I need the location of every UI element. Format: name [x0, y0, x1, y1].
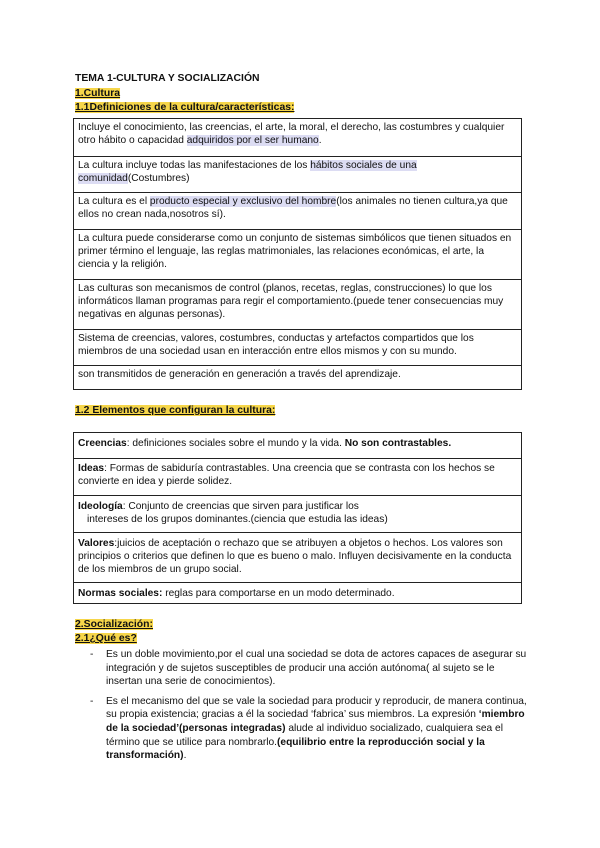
bullet-dash: -: [90, 695, 94, 707]
row-text: La cultura incluye todas las manifestaciones de los: [78, 160, 311, 171]
element-text: :juicios de aceptación o rechazo que se atribuyen a objetos o hechos. Los valores son principios o criterios que definen lo que es bueno o malo. Influyen decisivamente en la conducta de los miembros de un grupo social.: [78, 538, 512, 575]
element-term: Creencias: [78, 438, 127, 449]
element-row: [74, 582, 521, 604]
definition-row: Sistema de creencias, valores, costumbres, conductas y artefactos compartidos que los miembros de una sociedad usan en interacción entre ellos mismos y con su mundo.: [74, 329, 521, 365]
element-term: Normas sociales:: [78, 588, 163, 599]
list-item: [90, 695, 532, 763]
definition-row: [74, 119, 521, 156]
definition-row: La cultura puede considerarse como un conjunto de sistemas simbólicos que tienen situados en primer término el lenguaje, las reglas matrimoniales, las relaciones económicas, el arte, la ciencia y la religión.: [74, 229, 521, 279]
row-text-end: (Costumbres): [127, 173, 190, 184]
list-item-text: Es un doble movimiento,por el cual una sociedad se dota de actores capaces de asegurar su integración y de sujetos susceptibles de producir una acción autónoma( al sujeto se le insertan una serie de conocimientos).: [106, 649, 527, 688]
heading-socializacion-text: 2.Socialización:: [75, 619, 153, 630]
element-text-continued: intereses de los grupos dominantes.(ciencia que estudia las ideas): [87, 514, 388, 525]
list-item-bold: ‘miembro de la sociedad’(personas integradas): [106, 709, 525, 734]
definition-row: [74, 156, 521, 192]
list-item-text: Es el mecanismo del que se vale la sociedad para producir y reproducir, de manera continua, su propia existencia; gracias a él la sociedad ‘fabrica’ sus miembros. La expresión: [106, 695, 527, 721]
element-row: [74, 532, 521, 582]
row-highlight: producto especial y exclusivo del hombre: [149, 196, 337, 207]
element-term: Valores: [78, 538, 115, 549]
element-text: reglas para comportarse en un modo determinado.: [162, 588, 395, 599]
row-text: La cultura es el: [78, 196, 150, 207]
definition-row: Las culturas son mecanismos de control (planos, recetas, reglas, construcciones) lo que los informáticos llaman programas para regir el comportamiento.(puede tener consecuencias muy negativas en algunas personas).: [74, 279, 521, 329]
heading-que-es-text: 2.1¿Qué es?: [75, 633, 137, 644]
heading-socializacion: [75, 618, 153, 631]
element-text: : definiciones sociales sobre el mundo y la vida.: [126, 438, 345, 449]
row-highlight: hábitos sociales de una comunidad: [78, 160, 417, 184]
heading-definiciones: [75, 101, 294, 114]
list-item-text: alude al individuo socializado, cualquiera sea el término que se utilice para nombrarlo.: [106, 722, 503, 748]
element-term: Ideología: [78, 501, 123, 512]
element-bold: No son contrastables.: [344, 438, 452, 449]
element-row: [74, 458, 521, 495]
heading-cultura-text: 1.Cultura: [75, 88, 121, 99]
element-text: : Formas de sabiduría contrastables. Una creencia que se contrasta con los hechos se convierte en idea y pierde solidez.: [78, 463, 495, 487]
elements-table: [73, 432, 522, 604]
socialization-list: [90, 648, 532, 769]
definition-row: [74, 192, 521, 229]
row-highlight: adquiridos por el ser humano: [186, 135, 319, 146]
definition-row: son transmitidos de generación en generación a través del aprendizaje.: [74, 365, 521, 390]
bullet-dash: -: [90, 649, 94, 660]
document-title: TEMA 1-CULTURA Y SOCIALIZACIÓN: [75, 73, 260, 84]
row-text-end: (los animales no tienen cultura,ya que ellos no crean nada,nosotros sí).: [78, 196, 508, 220]
list-item-text-end: .: [183, 750, 187, 762]
heading-elementos-text: 1.2 Elementos que configuran la cultura:: [75, 405, 276, 416]
element-row: [74, 433, 521, 458]
heading-definiciones-text: 1.1Definiciones de la cultura/características:: [75, 102, 295, 113]
list-item: [90, 648, 532, 689]
row-text: Incluye el conocimiento, las creencias, el arte, la moral, el derecho, las costumbres y cualquier otro hábito o capacidad: [78, 122, 505, 146]
heading-que-es: [75, 632, 137, 645]
row-text-end: .: [318, 135, 322, 146]
list-item-bold: (equilibrio entre la reproducción social y la transformación): [106, 736, 485, 762]
element-row: [74, 495, 521, 532]
element-text: : Conjunto de creencias que sirven para justificar los: [122, 501, 359, 512]
definitions-table: [73, 118, 522, 390]
element-term: Ideas: [78, 463, 105, 474]
heading-elementos: [75, 404, 275, 417]
heading-cultura: [75, 87, 120, 100]
